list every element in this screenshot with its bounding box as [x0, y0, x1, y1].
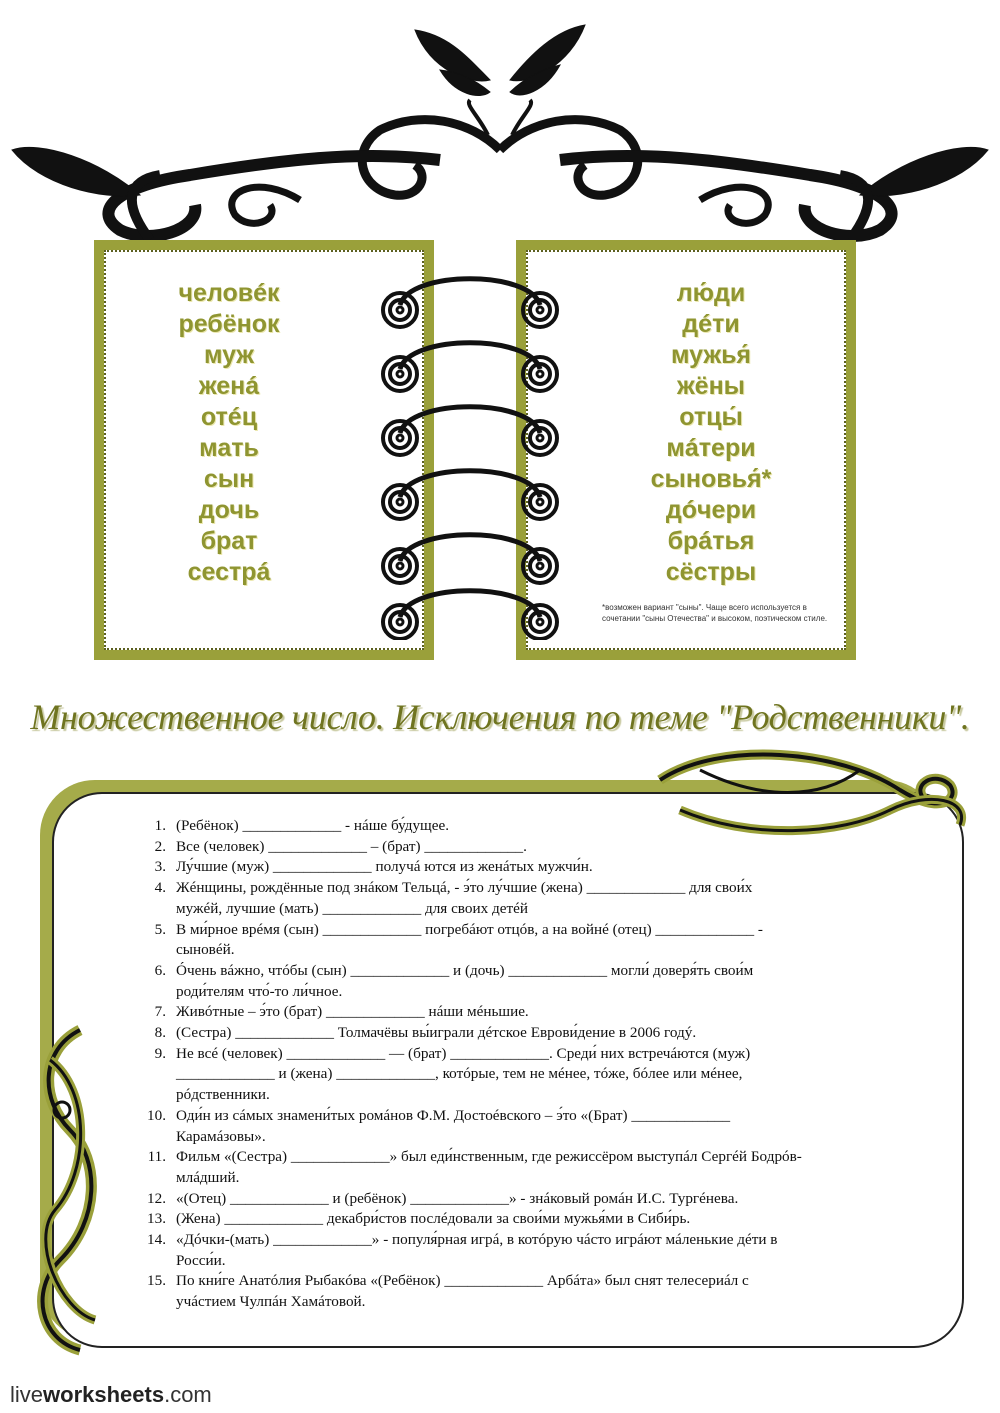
logo-suffix-text: .com	[164, 1382, 212, 1407]
singular-word: мать	[199, 434, 259, 462]
singular-word: ребёнок	[178, 310, 280, 338]
plural-word: жёны	[676, 372, 746, 400]
singular-word: дочь	[198, 496, 260, 524]
plural-word: сыновья́*	[650, 465, 772, 493]
exercise-number: 1.	[154, 817, 166, 834]
plural-word: отцы́	[679, 403, 743, 431]
exercise-text: По кни́ге Анатóлия Рыбакóва «(Ребёнок) _____________ Арбáта» был снят телесериáл с учáстием Чулпáн Хамáтовой.	[176, 1272, 749, 1311]
exercise-item	[140, 878, 900, 919]
singular-word-list	[104, 278, 354, 588]
exercise-text: В ми́рное врéмя (сын) _____________ погребáют отцóв, а на войнé (отец) _____________ - сыновéй.	[176, 920, 763, 959]
left-flourish-ornament	[20, 1020, 110, 1360]
plural-word: лю́ди	[676, 279, 746, 307]
exercise-number: 12.	[147, 1189, 166, 1207]
exercise-item	[140, 1106, 900, 1147]
top-flourish-ornament	[0, 0, 1000, 250]
spiral-ring	[383, 343, 557, 391]
exercise-text: (Жена) _____________ декабри́стов послéдовали за свои́ми мужья́ми в Сиби́рь.	[176, 1210, 691, 1228]
exercise-text: (Сестра) _____________ Толмачёвы вы́играли дéтское Еврови́дение в 2006 годý.	[176, 1024, 697, 1042]
exercise-number: 8.	[154, 1024, 166, 1042]
exercise-item	[140, 1002, 900, 1023]
liveworksheets-logo[interactable]	[10, 1382, 212, 1408]
exercise-number: 4.	[154, 879, 166, 897]
exercise-item	[140, 1023, 900, 1044]
exercise-number: 11.	[147, 1148, 166, 1166]
singular-word: муж	[203, 341, 255, 369]
exercise-text: «(Отец) _____________ и (ребёнок) _____________» - знáковый ромáн И.С. Тургéнева.	[176, 1189, 739, 1207]
exercise-item	[140, 1271, 900, 1312]
plural-word: дéти	[682, 310, 740, 338]
exercise-text: Не всé (человек) _____________ — (брат) _____________. Среди́ них встречáются (муж) _____________ и (жена) _____________, котóрые, тем не мéнее, тóже, бóлее или мéнее, рóдственники.	[176, 1044, 751, 1104]
exercise-text: (Ребёнок) _____________ - нáше бу́дущее.	[176, 817, 450, 834]
exercise-number: 9.	[154, 1044, 166, 1062]
exercise-item	[140, 1189, 900, 1210]
exercise-item	[140, 961, 900, 1002]
logo-bold-text: worksheets	[43, 1382, 165, 1407]
plural-word: мáтери	[666, 434, 756, 462]
singular-word: сестрá	[187, 558, 271, 586]
exercise-number: 10.	[147, 1106, 166, 1124]
exercise-item	[140, 1230, 900, 1271]
spiral-ring	[383, 471, 557, 519]
exercise-item	[140, 837, 900, 858]
exercise-number: 2.	[154, 837, 166, 855]
exercise-item	[140, 1209, 900, 1230]
plural-word: мужья́	[670, 341, 752, 369]
exercise-text: Оди́н из сáмых знамени́тых ромáнов Ф.М. Достоéвского – э́то «(Брат) _____________ Карамáзовы».	[176, 1106, 731, 1145]
plural-word: дóчери	[665, 496, 757, 524]
footnote: *возможен вариант "сыны". Чаще всего используется в сочетании "сыны Отечества" и высоком, поэтическом стиле.	[602, 603, 828, 623]
spiral-ring	[383, 591, 557, 639]
spiral-ring	[383, 535, 557, 583]
exercise-item	[140, 857, 900, 878]
exercise-text: Лу́чшие (муж) _____________ получá ются из женáтых мужчи́н.	[176, 858, 593, 876]
page-title: Множественное число. Исключения по теме "Родственники".	[30, 697, 970, 737]
spiral-ring	[383, 279, 557, 327]
exercise-number: 15.	[147, 1272, 166, 1290]
exercise-text: Жéнщины, рождённые под знáком Тельцá, - э́то лу́чшие (жена) _____________ для свои́х мужéй, лучшие (мать) _____________ для своих детéй	[176, 879, 753, 917]
exercise-number: 13.	[147, 1210, 166, 1228]
exercise-item	[140, 816, 900, 837]
spiral-binding-ornament	[370, 260, 570, 640]
singular-word: человéк	[178, 279, 280, 307]
singular-word: сын	[203, 465, 255, 493]
exercise-number: 6.	[154, 961, 166, 979]
exercise-text: Все (человек) _____________ – (брат) _____________.	[176, 837, 527, 855]
exercise-item	[140, 1044, 900, 1106]
exercise-text: «Дóчки-(мать) _____________» - популя́рная игрá, в котóрую чáсто игрáют мáленькие дéти в Росси́и.	[176, 1231, 778, 1269]
plural-word: брáтья	[667, 527, 755, 555]
singular-word: женá	[198, 372, 260, 400]
plural-word: сёстры	[665, 558, 757, 586]
exercise-list	[140, 816, 900, 1313]
exercise-item	[140, 1147, 900, 1188]
exercise-item	[140, 920, 900, 961]
exercise-number: 14.	[147, 1231, 166, 1249]
exercise-number: 7.	[154, 1003, 166, 1021]
logo-light-text: live	[10, 1382, 44, 1407]
exercise-text: Óчень вáжно, чтóбы (сын) _____________ и (дочь) _____________ могли́ доверя́ть свои́м роди́телям что́-то ли́чное.	[176, 961, 754, 1000]
exercise-number: 3.	[154, 858, 166, 876]
singular-word: отéц	[200, 403, 258, 431]
singular-word: брат	[200, 527, 258, 555]
exercise-text: Живóтные – э́то (брат) _____________ нáши мéньшие.	[176, 1003, 529, 1021]
exercise-number: 5.	[154, 920, 166, 938]
spiral-ring	[383, 407, 557, 455]
exercise-text: Фильм «(Сестра) _____________» был еди́нственным, где режиссёром выступáл Сергéй Бодрóв- млáдший.	[176, 1148, 802, 1186]
plural-word-list	[586, 278, 836, 588]
